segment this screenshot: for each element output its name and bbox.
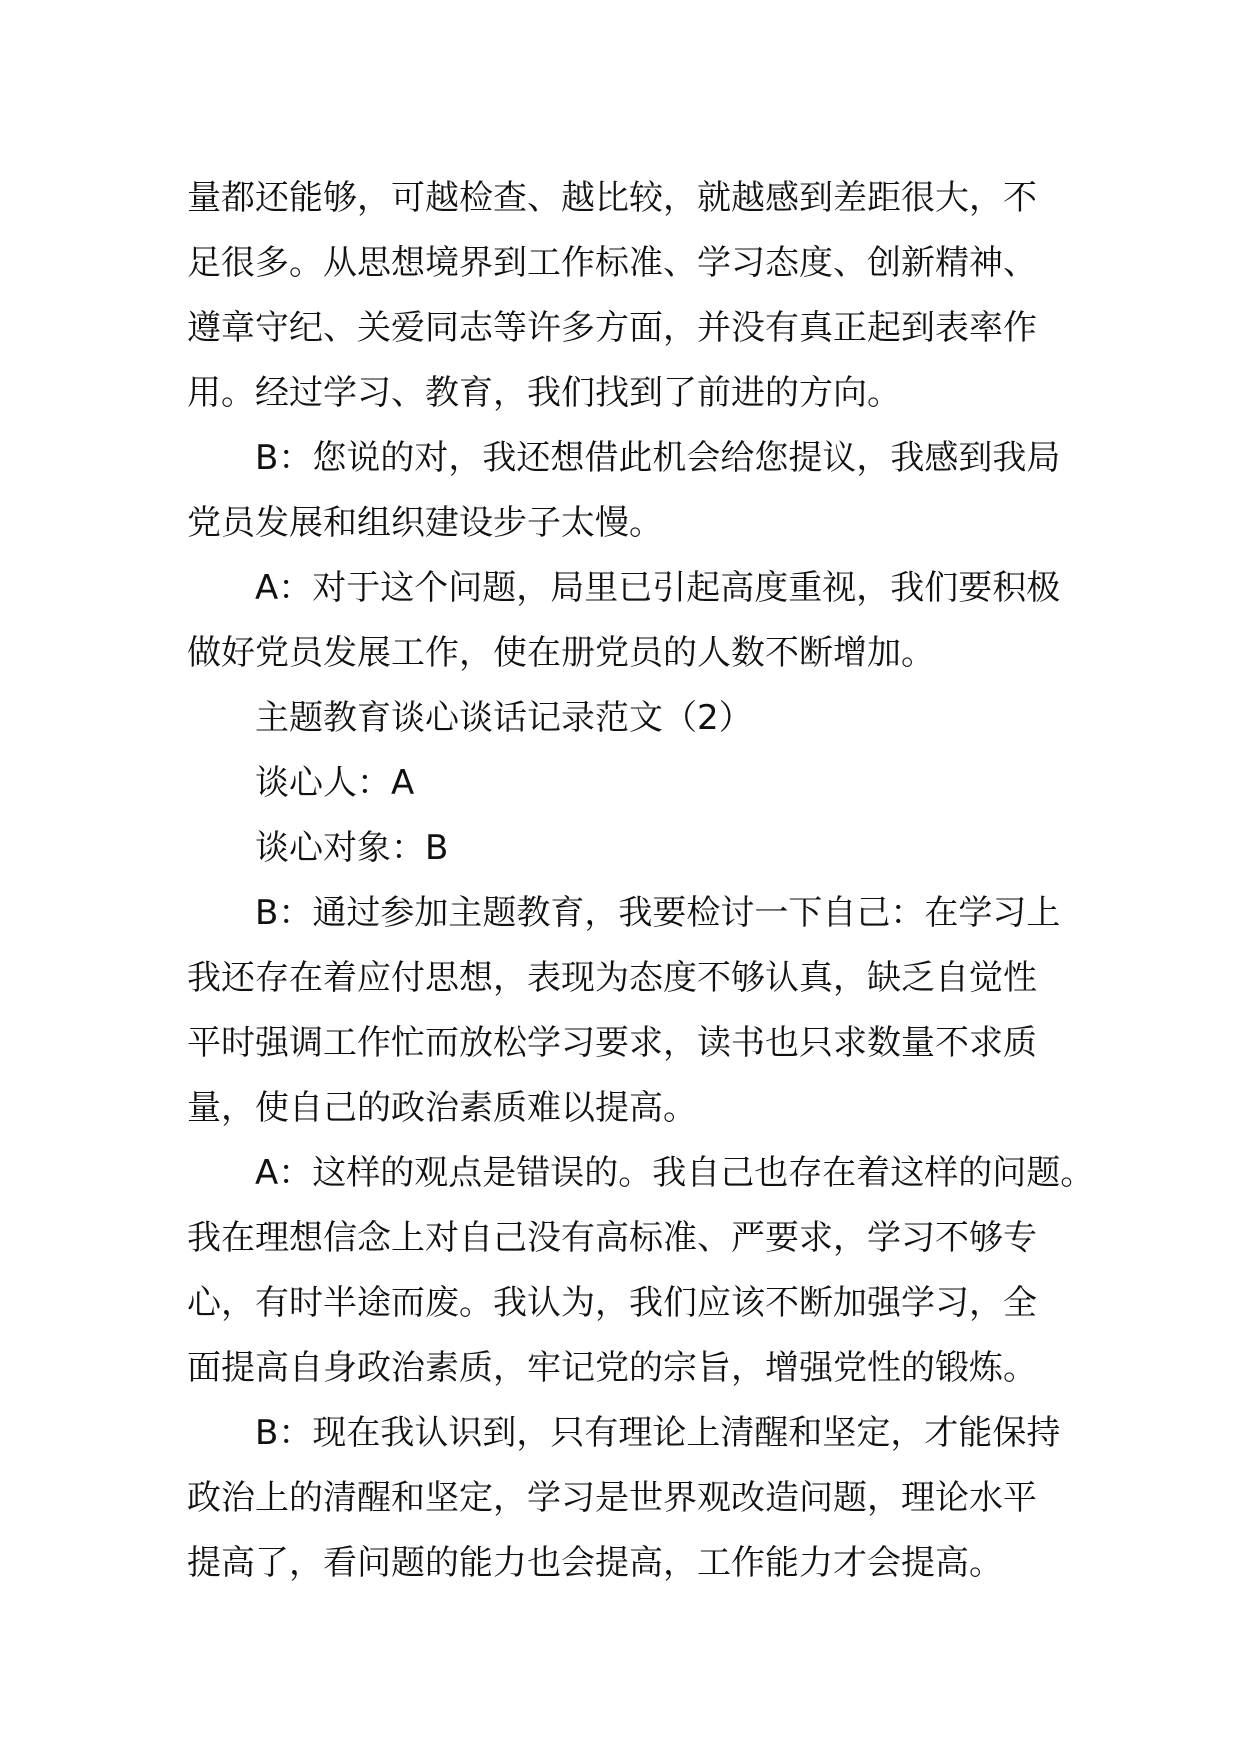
- text-line: 做好党员发展工作，使在册党员的人数不断增加。: [187, 633, 935, 673]
- text-line: 心，有时半途而废。我认为，我们应该不断加强学习，全: [187, 1283, 1037, 1323]
- text-line: 量，使自己的政治素质难以提高。: [187, 1088, 697, 1128]
- dialogue-line: B：通过参加主题教育，我要检讨一下自己：在学习上: [255, 893, 1061, 933]
- text-line: 我还存在着应付思想，表现为态度不够认真，缺乏自觉性: [187, 958, 1037, 998]
- text-line: 足很多。从思想境界到工作标准、学习态度、创新精神、: [187, 243, 1037, 283]
- text-line: 提高了，看问题的能力也会提高，工作能力才会提高。: [187, 1543, 1003, 1583]
- text-line: 面提高自身政治素质，牢记党的宗旨，增强党性的锻炼。: [187, 1348, 1037, 1388]
- dialogue-line: A：这样的观点是错误的。我自己也存在着这样的问题。: [255, 1153, 1095, 1193]
- text-line: 量都还能够，可越检查、越比较，就越感到差距很大，不: [187, 178, 1037, 218]
- dialogue-line: A：对于这个问题，局里已引起高度重视，我们要积极: [255, 568, 1061, 608]
- dialogue-line: B：现在我认识到，只有理论上清醒和坚定，才能保持: [255, 1413, 1061, 1453]
- target-label: 谈心对象：B: [255, 828, 449, 868]
- text-line: 我在理想信念上对自己没有高标准、严要求，学习不够专: [187, 1218, 1037, 1258]
- speaker-label: 谈心人：A: [255, 763, 415, 803]
- text-line: 用。经过学习、教育，我们找到了前进的方向。: [187, 373, 901, 413]
- dialogue-line: B：您说的对，我还想借此机会给您提议，我感到我局: [255, 438, 1061, 478]
- text-line: 党员发展和组织建设步子太慢。: [187, 503, 663, 543]
- text-line: 政治上的清醒和坚定，学习是世界观改造问题，理论水平: [187, 1478, 1037, 1518]
- section-title: 主题教育谈心谈话记录范文（2）: [255, 698, 753, 738]
- text-line: 遵章守纪、关爱同志等许多方面，并没有真正起到表率作: [187, 308, 1037, 348]
- text-line: 平时强调工作忙而放松学习要求，读书也只求数量不求质: [187, 1023, 1037, 1063]
